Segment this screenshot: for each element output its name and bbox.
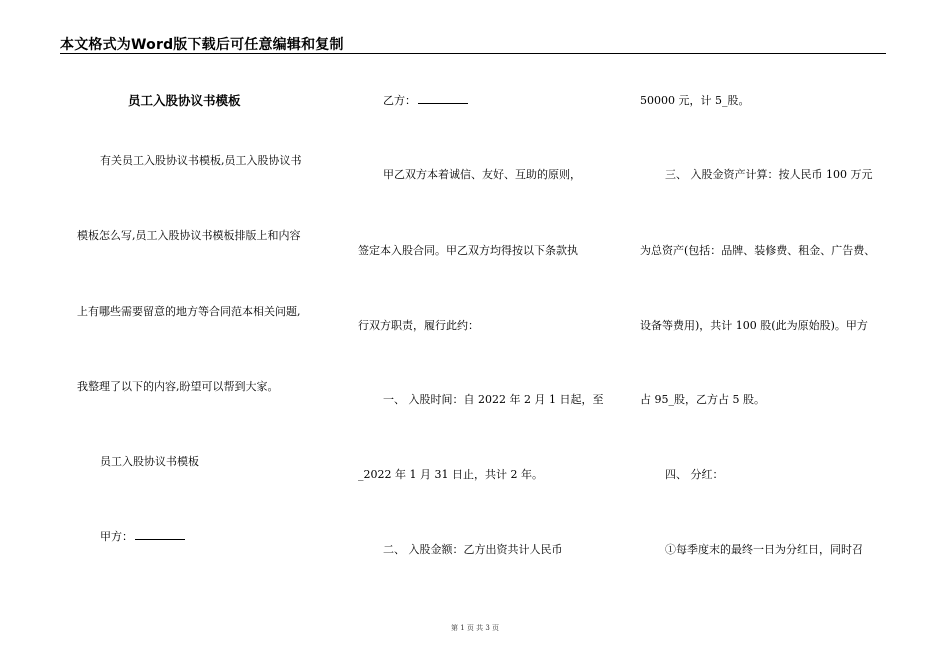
header-divider <box>60 53 886 54</box>
party-a-blank <box>135 530 185 540</box>
intro-line-2: 模板怎么写,员工入股协议书模板排版上和内容 <box>77 229 301 242</box>
col3-line-1: 50000 元，计 5_股。 <box>640 94 750 107</box>
intro-line-4: 我整理了以下的内容,盼望可以帮到大家。 <box>77 380 279 393</box>
party-b-blank <box>418 94 468 104</box>
col3-line-5: 占 95_股，乙方占 5 股。 <box>640 393 765 406</box>
party-b-label: 乙方： <box>383 94 416 107</box>
col2-line-4: 一、 入股时间：自 2022 年 2 月 1 日起，至 <box>383 393 604 406</box>
intro-line-3: 上有哪些需要留意的地方等合同范本相关问题, <box>77 305 301 318</box>
section-subtitle: 员工入股协议书模板 <box>100 455 199 468</box>
col2-line-1: 甲乙双方本着诚信、友好、互助的原则， <box>383 168 581 181</box>
page-indicator: 第 1 页 共 3 页 <box>450 624 500 632</box>
party-a-line <box>100 530 185 544</box>
col2-line-2: 签定本入股合同。甲乙双方均得按以下条款执 <box>358 244 578 257</box>
col2-line-3: 行双方职责，履行此约： <box>358 319 479 332</box>
document-banner: 本文格式为Word版下载后可任意编辑和复制 <box>60 37 344 53</box>
party-b-line <box>383 94 468 108</box>
col3-line-6: 四、 分红： <box>665 468 724 481</box>
col3-line-4: 设备等费用)，共计 100 股(此为原始股)。甲方 <box>640 319 868 332</box>
intro-line-1: 有关员工入股协议书模板,员工入股协议书 <box>100 154 302 167</box>
col3-line-7: ①每季度末的最终一日为分红日，同时召 <box>665 543 863 556</box>
col2-line-5: _2022 年 1 月 31 日止，共计 2 年。 <box>358 468 543 481</box>
col3-line-3: 为总资产(包括：品牌、装修费、租金、广告费、 <box>640 244 876 257</box>
document-title: 员工入股协议书模板 <box>128 93 241 108</box>
col2-line-6: 二、 入股金额：乙方出资共计人民币 <box>383 543 563 556</box>
col3-line-2: 三、 入股金资产计算：按人民币 100 万元 <box>665 168 873 181</box>
party-a-label: 甲方： <box>100 530 133 543</box>
